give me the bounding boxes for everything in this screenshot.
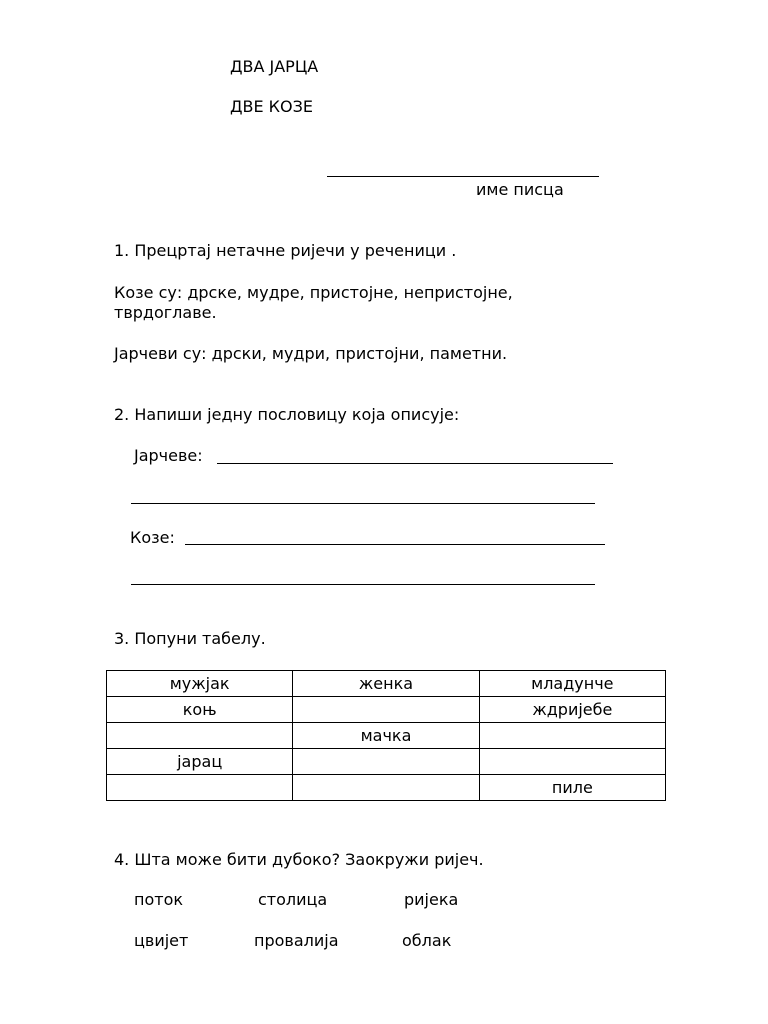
task2-goats-answer-line-2[interactable] [131, 584, 595, 585]
header-cell-female: женка [293, 671, 479, 697]
table-row [107, 749, 666, 775]
task4-heading: 4. Шта може бити дубоко? Заокружи ријеч. [114, 850, 484, 869]
header-cell-male: мужјак [107, 671, 293, 697]
table-cell: јарац [107, 749, 293, 775]
table-header-row [107, 671, 666, 697]
author-label: име писца [476, 180, 564, 199]
task1-goats-sentence-line1[interactable]: Козе су: дрске, мудре, пристојне, непристојне, [114, 283, 513, 302]
title-line-2: ДВЕ КОЗЕ [230, 97, 313, 116]
task1-goats-sentence-line2[interactable]: тврдоглаве. [114, 303, 217, 322]
animals-table [106, 670, 666, 801]
word-option[interactable]: облак [402, 931, 452, 950]
title-line-1: ДВА ЈАРЦА [230, 57, 319, 76]
table-cell-blank[interactable] [293, 775, 479, 801]
table-cell-blank[interactable] [479, 723, 665, 749]
table-cell-blank[interactable] [107, 775, 293, 801]
table-row [107, 723, 666, 749]
table-cell-blank[interactable] [293, 749, 479, 775]
task3-heading: 3. Попуни табелу. [114, 629, 266, 648]
word-option[interactable]: ријека [404, 890, 459, 909]
author-name-blank[interactable] [327, 176, 599, 177]
task2-bucks-answer-line-2[interactable] [131, 503, 595, 504]
table-cell: пиле [479, 775, 665, 801]
task2-bucks-label: Јарчеве: [134, 446, 203, 465]
table-cell-blank[interactable] [107, 723, 293, 749]
task1-bucks-sentence[interactable]: Јарчеви су: дрски, мудри, пристојни, паметни. [114, 344, 508, 363]
table-row [107, 697, 666, 723]
header-cell-young: младунче [479, 671, 665, 697]
word-option[interactable]: цвијет [134, 931, 189, 950]
table-cell-blank[interactable] [293, 697, 479, 723]
table-cell: ждријебе [479, 697, 665, 723]
word-option[interactable]: столица [258, 890, 328, 909]
table-cell-blank[interactable] [479, 749, 665, 775]
task2-goats-answer-line-1[interactable] [185, 544, 605, 545]
task2-goats-label: Козе: [130, 528, 175, 547]
word-option[interactable]: поток [134, 890, 184, 909]
table-cell: коњ [107, 697, 293, 723]
word-option[interactable]: провалија [254, 931, 339, 950]
task1-heading: 1. Прецртај нетачне ријечи у реченици . [114, 241, 457, 260]
task2-bucks-answer-line-1[interactable] [217, 463, 613, 464]
table-cell: мачка [293, 723, 479, 749]
task2-heading: 2. Напиши једну пословицу која описује: [114, 405, 460, 424]
table-row [107, 775, 666, 801]
